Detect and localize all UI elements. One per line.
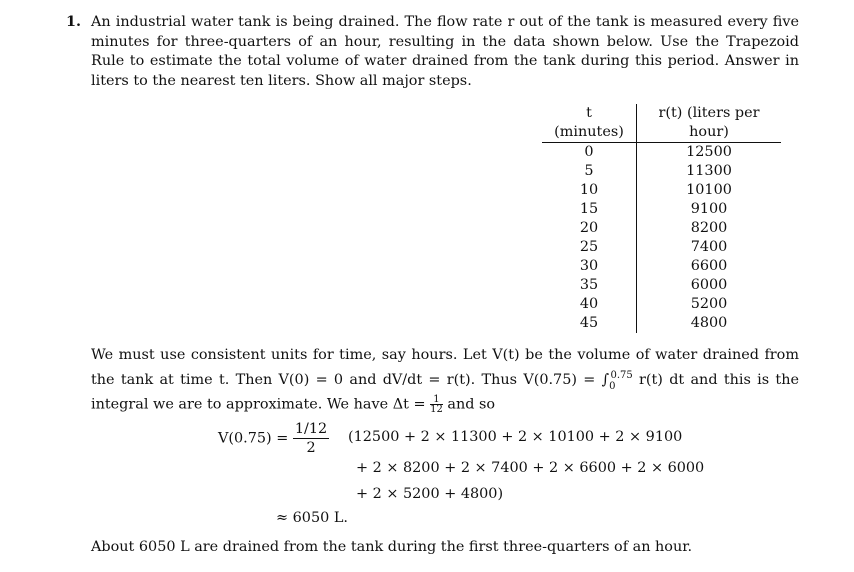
table-cell-t: 40 [542,295,637,314]
table-cell-t: 45 [542,314,637,333]
table-cell-r: 6600 [690,258,728,274]
table-cell-t: 5 [542,162,637,181]
table-cell-r: 7400 [690,239,728,255]
table-cell-t: 30 [542,257,637,276]
table-cell-r: 10100 [686,182,732,198]
table-row [542,219,781,238]
equation-frac-num: 1/12 [294,421,328,437]
delta-t-fraction [430,395,443,414]
table-row [542,314,781,333]
table-cell-r: 9100 [690,201,728,217]
setup-text-c: and so [442,396,496,413]
table-cell-r: 5200 [690,296,728,312]
table-cell-t: 10 [542,181,637,200]
table-row [542,238,781,257]
setup-paragraph [91,346,799,415]
table-row [542,181,781,200]
equation-approx: ≈ 6050 L. [276,510,348,526]
table-cell-r: 6000 [690,277,728,293]
table-header-t: t (minutes) [542,104,637,143]
problem-number: 1. [66,13,82,30]
equation-lhs: V(0.75) = [218,430,289,447]
delta-t-den: 12 [430,403,443,415]
table-row [542,257,781,276]
table-row [542,162,781,181]
table-row [542,143,781,163]
table-row [542,295,781,314]
equation-sum-3: + 2 × 5200 + 4800) [356,486,504,502]
conclusion-text: About 6050 L are drained from the tank during the first three-quarters of an hour. [91,539,693,555]
setup-text-b: r(t) dt and this is the integral we are to approximate. We have Δt = [91,371,799,413]
table-row [542,200,781,219]
table-cell-r: 11300 [686,163,732,179]
table-cell-t: 0 [542,143,637,163]
equation-frac-den: 2 [306,440,316,456]
equation-sum-1: (12500 + 2 × 11300 + 2 × 10100 + 2 × 9100 [348,429,683,445]
table-cell-t: 35 [542,276,637,295]
table-body [542,143,781,334]
table-cell-r: 4800 [690,315,728,331]
table-row [542,276,781,295]
equation-sum-2: + 2 × 8200 + 2 × 7400 + 2 × 6600 + 2 × 6000 [356,460,705,476]
problem-statement: An industrial water tank is being drained. The flow rate r out of the tank is measured every five minutes for three-quarters of an hour, resulting in the data shown below. Use the Trapezoid Rule to estimate the total volume of water drained from the tank during this period. Answer in liters to the nearest ten liters. Show all major steps. [91,14,799,89]
setup-text-a: We must use consistent units for time, say hours. Let V(t) be the volume of water drained from the tank at time t. Then V(0) = 0 and dV/dt = r(t). Thus V(0.75) = ∫ [91,347,799,388]
equation-line-1 [218,420,329,457]
equation-fraction [293,420,329,457]
table-header-r: r(t) (liters per hour) [637,104,782,143]
data-table [542,104,781,333]
table-cell-r: 12500 [686,144,732,160]
table-cell-r: 8200 [690,220,728,236]
table-cell-t: 15 [542,200,637,219]
table-cell-t: 20 [542,219,637,238]
integral-upper: 0.75 [610,369,633,381]
delta-t-num: 1 [430,395,443,405]
integral-lower: 0 [609,381,616,393]
table-cell-t: 25 [542,238,637,257]
